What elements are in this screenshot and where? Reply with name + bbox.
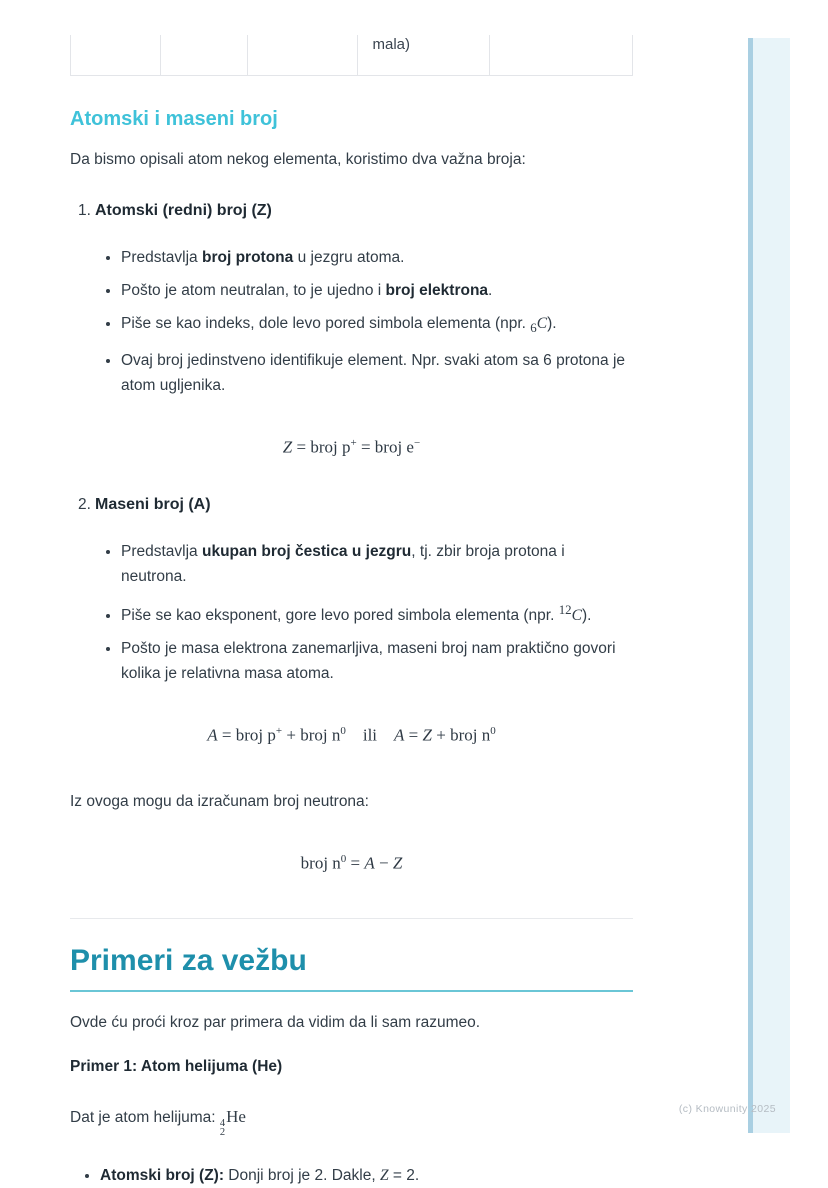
bullet-item: • Piše se kao indeks, dole levo pored simbola elementa (npr. $_6$C). [121, 311, 633, 340]
section-divider [70, 918, 633, 919]
examples-intro: Ovde ću proći kroz par primera da vidim da li sam razumeo. [70, 1014, 481, 1032]
nuclide-numbers [220, 1119, 225, 1137]
numbered-item-1 [70, 202, 633, 220]
element-symbol: He [226, 1107, 246, 1127]
bullet-item: • Predstavlja ukupan broj čestica u jezgru, tj. zbir broja protona i neutrona. [121, 539, 633, 589]
example-bullet-list [70, 1163, 633, 1188]
bullet-item: • Piše se kao eksponent, gore levo pored simbola elementa (npr. $^{12}$C). [121, 597, 633, 628]
section-heading: Primeri za vežbu [70, 944, 633, 992]
atomic-number: 2 [219, 1127, 226, 1139]
clipped-table-row [70, 35, 633, 76]
subsection-heading: Atomski i maseni broj [70, 108, 278, 130]
item-number: 2. [78, 495, 91, 513]
bullet-item: • Predstavlja broj protona u jezgru atoma. [121, 245, 633, 270]
nuclide-notation [219, 1107, 246, 1139]
bullet-item: • Pošto je atom neutralan, to je ujedno i broj elektrona. [121, 278, 633, 303]
formula-atomic-number: Z = broj p+ = broj e− [282, 437, 421, 457]
formula-mass-number: A = broj p+ + broj $n^0$ ili A = Z + broj $n^0$ [207, 724, 496, 745]
table-cell [71, 35, 161, 75]
given-prefix: Dat je atom helijuma: [70, 1109, 220, 1127]
formula-neutron-count: broj $n^0 = A - Z$ [300, 852, 403, 873]
given-line [70, 1104, 633, 1137]
table-cell: mala) [358, 35, 491, 75]
watermark: (c) Knowunity 2025 [678, 1103, 776, 1115]
intro-paragraph: Da bismo opisali atom nekog elementa, koristimo dva važna broja: [70, 151, 526, 168]
table-cell [490, 35, 633, 75]
numbered-item-2 [70, 496, 633, 514]
bullet-item: • Pošto je masa elektrona zanemarljiva, maseni broj nam praktično govori kolika je relativna masa atoma. [121, 636, 633, 686]
bullet-item: • Atomski broj (Z): Donji broj je 2. Dakle, Z = 2. [100, 1163, 633, 1188]
table-cell [248, 35, 358, 75]
item-title: Maseni broj (A) [95, 495, 211, 513]
example-title: Primer 1: Atom helijuma (He) [70, 1058, 283, 1076]
neutron-note: Iz ovoga mogu da izračunam broj neutrona: [70, 792, 369, 810]
bullet-list [70, 245, 633, 398]
page-content [70, 0, 633, 1188]
mass-number: 4 [219, 1118, 226, 1130]
bullet-item: • Ovaj broj jedinstveno identifikuje element. Npr. svaki atom sa 6 protona je atom ugljenika. [121, 348, 633, 398]
page-edge-strip [748, 38, 790, 1133]
bullet-list [70, 539, 633, 686]
item-number: 1. [78, 202, 91, 219]
item-title: Atomski (redni) broj (Z) [95, 202, 272, 219]
table-cell [161, 35, 248, 75]
